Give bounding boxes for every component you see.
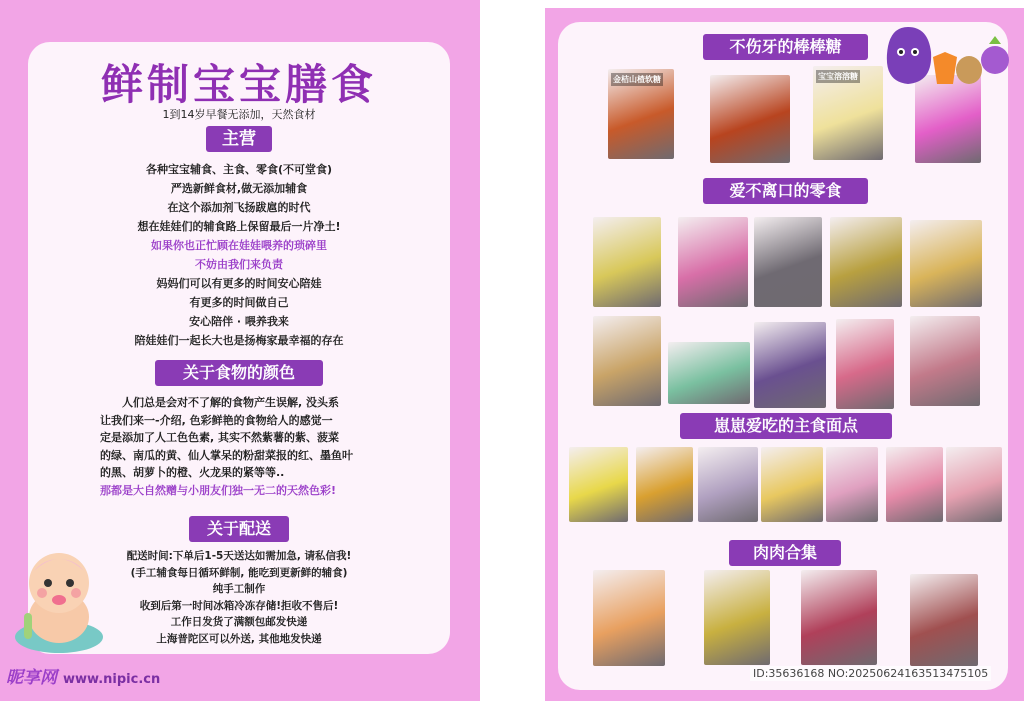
product-photo (910, 220, 982, 307)
left-flyer-page (0, 0, 480, 701)
product-photo (593, 217, 661, 307)
section-label-staples: 崽崽爱吃的主食面点 (680, 413, 892, 439)
product-photo (886, 447, 943, 522)
product-photo (593, 316, 661, 406)
section-label-snacks: 爱不离口的零食 (703, 178, 868, 204)
product-photo (946, 447, 1002, 522)
text-line: 工作日发货了满额包邮发快递 (170, 616, 308, 628)
product-photo (754, 322, 826, 408)
section-label-lollipops: 不伤牙的棒棒糖 (703, 34, 868, 60)
text-line: 陪娃娃们一起长大也是扬梅家最幸福的存在 (134, 334, 344, 347)
product-caption: 宝宝溶溶糖 (818, 72, 858, 81)
product-photo (608, 69, 674, 159)
watermark-brand: 昵享网 (6, 668, 57, 688)
text-line: (手工辅食每日循环鲜制, 能吃到更新鲜的辅食) (130, 566, 348, 579)
product-photo (910, 316, 980, 406)
text-line: 收到后第一时间冰箱冷冻存储!拒收不售后! (139, 599, 339, 612)
product-photo (668, 342, 750, 404)
text-line: 各种宝宝辅食、主食、零食(不可堂食) (145, 163, 333, 176)
watermark-url: www.nipic.cn (63, 672, 161, 687)
text-line: 的绿、南瓜的黄、仙人掌呆的粉甜菜报的红、墨鱼叶 (100, 448, 353, 462)
right-flyer-page (545, 8, 1024, 701)
page-subtitle: 1到14岁早餐无添加，天然食材 (162, 108, 316, 121)
product-photo (761, 447, 823, 522)
text-line: 上海普陀区可以外送, 其他地发快递 (156, 632, 322, 645)
product-photo (836, 319, 894, 409)
section-label-delivery: 关于配送 (189, 516, 289, 542)
product-photo (569, 447, 628, 522)
image-id-text: ID:35636168 NO:20250624163513475105 (750, 666, 991, 681)
text-line: 那都是大自然赠与小朋友们独一无二的天然色彩! (100, 483, 337, 497)
text-line: 纯手工制作 (212, 583, 266, 595)
product-photo (826, 447, 878, 522)
baby-illustration (4, 545, 114, 655)
watermark (6, 663, 160, 688)
product-photo (801, 570, 877, 665)
text-line: 严选新鲜食材,做无添加辅食 (170, 182, 308, 195)
product-photo (678, 217, 748, 307)
product-photo (813, 66, 883, 160)
product-photo (830, 217, 902, 307)
section-label-main: 主营 (206, 126, 272, 152)
text-line: 有更多的时间做自己 (189, 296, 289, 309)
food-color-text (100, 394, 382, 499)
text-line: 如果你也正忙顾在娃娃喂养的琐碎里 (151, 239, 327, 252)
text-line: 在这个添加剂飞扬跋扈的时代 (167, 201, 311, 214)
product-photo (910, 574, 978, 666)
product-photo (704, 570, 770, 665)
product-photo (698, 447, 758, 522)
product-photo (710, 75, 790, 163)
product-caption: 金桔山楂软糖 (613, 75, 661, 84)
product-photo (593, 570, 665, 666)
text-line: 安心陪伴 · 喂养我来 (189, 315, 289, 328)
product-photo (636, 447, 693, 522)
main-business-text (28, 160, 450, 350)
section-label-food-color: 关于食物的颜色 (155, 360, 323, 386)
text-line: 定是添加了人工色色素, 其实不然紫薯的紫、菠菜 (100, 431, 340, 444)
text-line: 想在娃娃们的辅食路上保留最后一片净土! (137, 220, 341, 233)
right-content-card (558, 22, 1008, 690)
product-photo (754, 217, 822, 307)
page-title: 鲜制宝宝膳食 (100, 60, 377, 109)
text-line: 人们总是会对不了解的食物产生误解, 没头系 (100, 396, 340, 409)
text-line: 不妨由我们来负责 (195, 258, 283, 271)
section-label-meat: 肉肉合集 (729, 540, 841, 566)
text-line: 配送时间:下单后1-5天送达如需加急, 请私信我! (126, 550, 352, 562)
text-line: 让我们来一-介绍, 色彩鲜艳的食物给人的感觉一 (100, 413, 333, 427)
text-line: 的黑、胡萝卜的橙、火龙果的紧等等.. (100, 466, 285, 479)
vegetable-mascots-illustration (883, 22, 1013, 92)
text-line: 妈妈们可以有更多的时间安心陪娃 (156, 277, 322, 290)
